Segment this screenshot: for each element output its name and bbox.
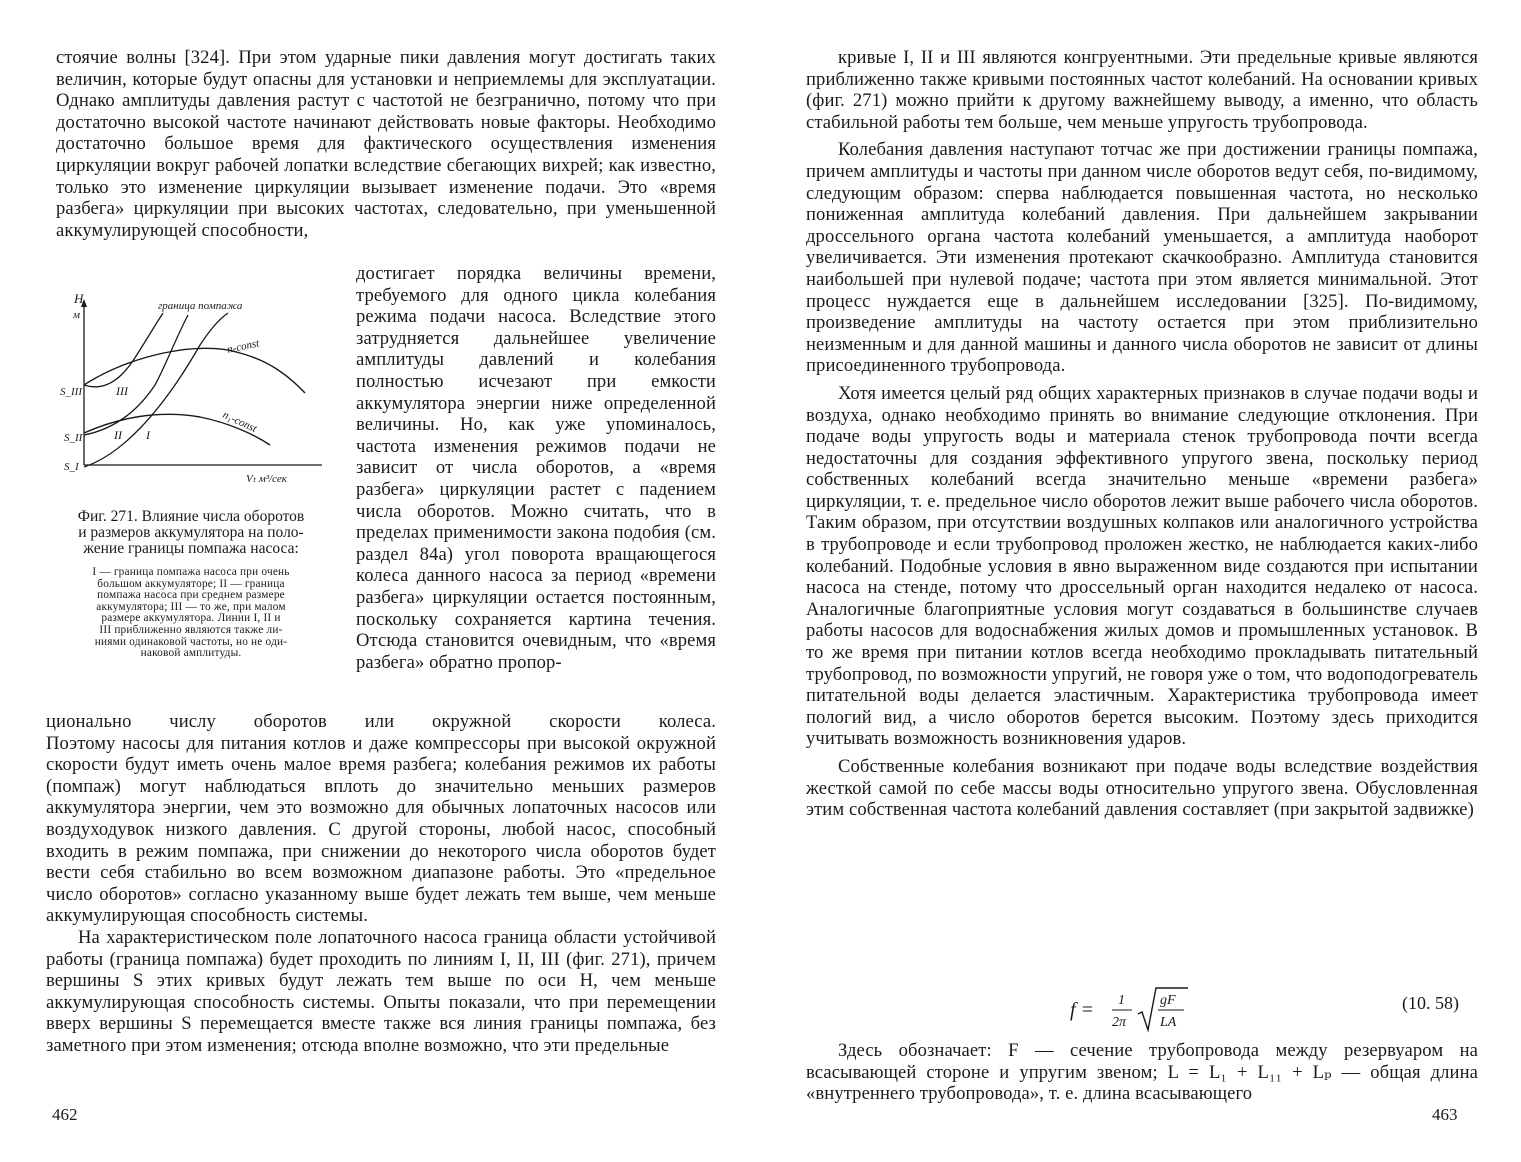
caption-line: и размеров аккумулятора на поло- (78, 524, 304, 541)
left-side-column (356, 263, 716, 673)
formula-frac-den: 2π (1112, 1015, 1127, 1030)
paragraph: Собственные колебания возникают при подаче воды вследствие воздействия жесткой самой по себе массы воды относительно упругого звена. Обусловленная этим собственная частота колебаний давления составляет (при закрытой задвижке) (806, 756, 1478, 821)
caption-line: жение границы помпажа насоса: (83, 540, 299, 557)
side-paragraph: достигает порядка величины времени, требуемого для одного цикла колебания режима подачи насоса. Вследствие этого затрудняется дальнейшее увеличение амплитуды давлений и колебания полностью исчезают при емкости аккумулятора энергии ниже определенной величины. Но, как уже упоминалось, частота изменения режимов подачи не зависит от числа оборотов, а «время разбега» циркуляции растет с падением числа оборотов. Можно считать, что в пределах применимости закона подобия (см. раздел 84а) угол поворота вращающегося колеса данного насоса за период «времени разбега» циркуляции остается постоянным, поскольку сохраняется картина течения. Отсюда становится очевидным, что «время разбега» обратно пропор- (356, 263, 716, 673)
paragraph: стоячие волны [324]. При этом ударные пики давления могут достигать таких величин, которые будут опасны для установки и неприемлемы для эксплуатации. Однако амплитуды давления растут с частотой не безгранично, потому что при достаточно высокой частоте начинают действовать новые факторы. Необходимо достаточно большое время для фактического осуществления изменения циркуляции вокруг рабочей лопатки вследствие сбегающих вихрей; как известно, только это изменение циркуляции вызывает изменение подачи. Это «время разбега» циркуляции при высоких частотах, следовательно, при уменьшенной аккумулирующей способности, (56, 47, 716, 241)
formula-drawing (1070, 982, 1270, 1038)
legend-line: размере аккумулятора. Линии I, II и (101, 612, 281, 625)
paragraph: Поэтому насосы для питания котлов и даже компрессоры при высокой окружной скорости будут иметь очень малое время разбега; колебания режимов их работы (помпаж) могут наблюдаться вплоть до значительно меньших размеров аккумулятора энергии, чем это возможно для обычных лопаточных насосов или воздуходувок низкого давления. С другой стороны, любой насос, способный входить в режим помпажа, при снижении до некоторого числа оборотов будет вести себя стабильно во всем возможном диапазоне работы. Это «предельное число оборотов» согласно указанному выше будет лежать тем выше, чем меньше аккумулирующая способность системы. (46, 732, 716, 927)
paragraph: На характеристическом поле лопаточного насоса граница области устойчивой работы (граница помпажа) будет проходить по линиям I, II, III (фиг. 271), причем вершины S этих кривых будут лежать тем выше по оси H, чем меньше аккумулирующая способность системы. Опыты показали, что при перемещении вверх вершины S перемещается вместе также вся линия границы помпажа, без заметного при этом изменения; отсюда вполне возможно, что эти предельные (46, 926, 716, 1056)
legend-line: большом аккумуляторе; II — граница (97, 577, 285, 590)
s3-label: S_III (60, 386, 82, 398)
y-axis-label: H (74, 291, 84, 306)
side-paragraph-end: ционально числу оборотов или окружной скорости колеса. (46, 711, 716, 732)
surge-line-III (84, 313, 163, 387)
legend-line: наковой амплитуды. (140, 647, 242, 660)
page-number-right: 463 (1432, 1105, 1458, 1124)
formula-sqrt-den: LA (1160, 1015, 1177, 1030)
formula-sqrt-num: gF (1160, 993, 1176, 1008)
legend-line: III приближенно являются также ли- (99, 623, 283, 636)
legend-line: ниями одинаковой частоты, но не оди- (94, 635, 288, 648)
right-top-column (806, 47, 1478, 821)
n-const-label: n-const (226, 337, 261, 356)
surge-line-I (84, 313, 228, 467)
surge-limit-label: граница помпажа (158, 300, 243, 312)
roman-2-label: II (114, 428, 122, 442)
n1-const-label: n₁-const (220, 408, 259, 436)
formula-lhs: f = (1070, 999, 1095, 1021)
legend-line: аккумулятора; III — то же, при малом (96, 600, 286, 613)
s2-label: S_II (64, 432, 83, 444)
formula-number: (10. 58) (1402, 993, 1459, 1013)
caption-line: Фиг. 271. Влияние числа оборотов (77, 508, 305, 525)
paragraph: Здесь обозначает: F — сечение трубопровода между резервуаром на всасывающей стороне и упругим звеном; L = L₁ + L₁₁ + Lₚ — общая длина «внутреннего трубопровода», т. е. длина всасывающего (806, 1040, 1478, 1105)
roman-3-label: III (116, 384, 128, 398)
figure-caption (46, 509, 336, 557)
paragraph: кривые I, II и III являются конгруентными. Эти предельные кривые являются приближенно также кривыми постоянных частот колебаний. На основании кривых (фиг. 271) можно прийти к другому важнейшему выводу, а именно, что область стабильной работы тем больше, чем меньше упругость трубопровода. (806, 47, 1478, 133)
x-axis-label: Vₜ м³/сек (246, 473, 287, 485)
right-bottom-column (806, 1040, 1478, 1105)
page-number-left: 462 (52, 1105, 78, 1124)
left-top-paragraph (56, 47, 716, 241)
legend-line: I — граница помпажа насоса при очень (92, 566, 290, 578)
figure-271-graph (60, 285, 330, 500)
formula-frac-num: 1 (1118, 993, 1125, 1008)
left-bottom-column (46, 711, 716, 1057)
formula-10-58 (1070, 982, 1270, 1038)
paragraph: Колебания давления наступают тотчас же при достижении границы помпажа, причем амплитуды и частоты при данном числе оборотов ведут себя, по-видимому, следующим образом: сперва наблюдается повышенная частота, но несколько пониженная амплитуда колебаний давления. При дальнейшем закрывании дроссельного органа частота колебаний уменьшается, а амплитуда наоборот увеличивается. Эти изменения протекают скачкообразно. Амплитуда становится наибольшей при нулевой подаче; частота при этом является минимальной. Этот процесс нуждается еще в дальнейшем исследовании [325]. По-видимому, произведение амплитуды на частоту остается при этом приблизительно неизменным и для данной машины и данного числа оборотов не зависит от длины присоединенного трубопровода. (806, 139, 1478, 377)
y-axis-unit: м (73, 309, 81, 321)
figure-legend (48, 567, 334, 660)
roman-1-label: I (146, 428, 150, 442)
s1-label: S_I (64, 461, 79, 473)
legend-line: помпажа насоса при среднем размере (97, 589, 285, 602)
paragraph: Хотя имеется целый ряд общих характерных признаков в случае подачи воды и воздуха, однако необходимо принять во внимание следующие отклонения. При подаче воды упругость воды и материала стенок трубопровода почти всегда недостаточны для создания эффективного упругого звена, поскольку период собственных колебаний всегда значительно меньше «времени разбега» циркуляции, т. е. предельное число оборотов лежит выше рабочего числа оборотов. Таким образом, при отсутствии воздушных колпаков или аналогичного устройства в трубопроводе и если трубопровод проложен жестко, не наблюдается каких-либо колебаний. Подобные условия в явно выраженном виде создаются при испытании насоса на стенде, потому что дроссельный орган находится недалеко от насоса. Аналогичные благоприятные условия могут создаваться в большинстве случаев работы насосов для водоснабжения жилых домов и промышленных установок. В то же время при питании котлов всегда необходимо прокладывать питательный трубопровод, по возможности упругий, не говоря уже о том, что водоподогреватель питательной воды делается эластичным. Характеристика трубопровода имеет пологий вид, а число оборотов берется высоким. Поэтому здесь приходится учитывать возможность возникновения ударов. (806, 382, 1478, 750)
